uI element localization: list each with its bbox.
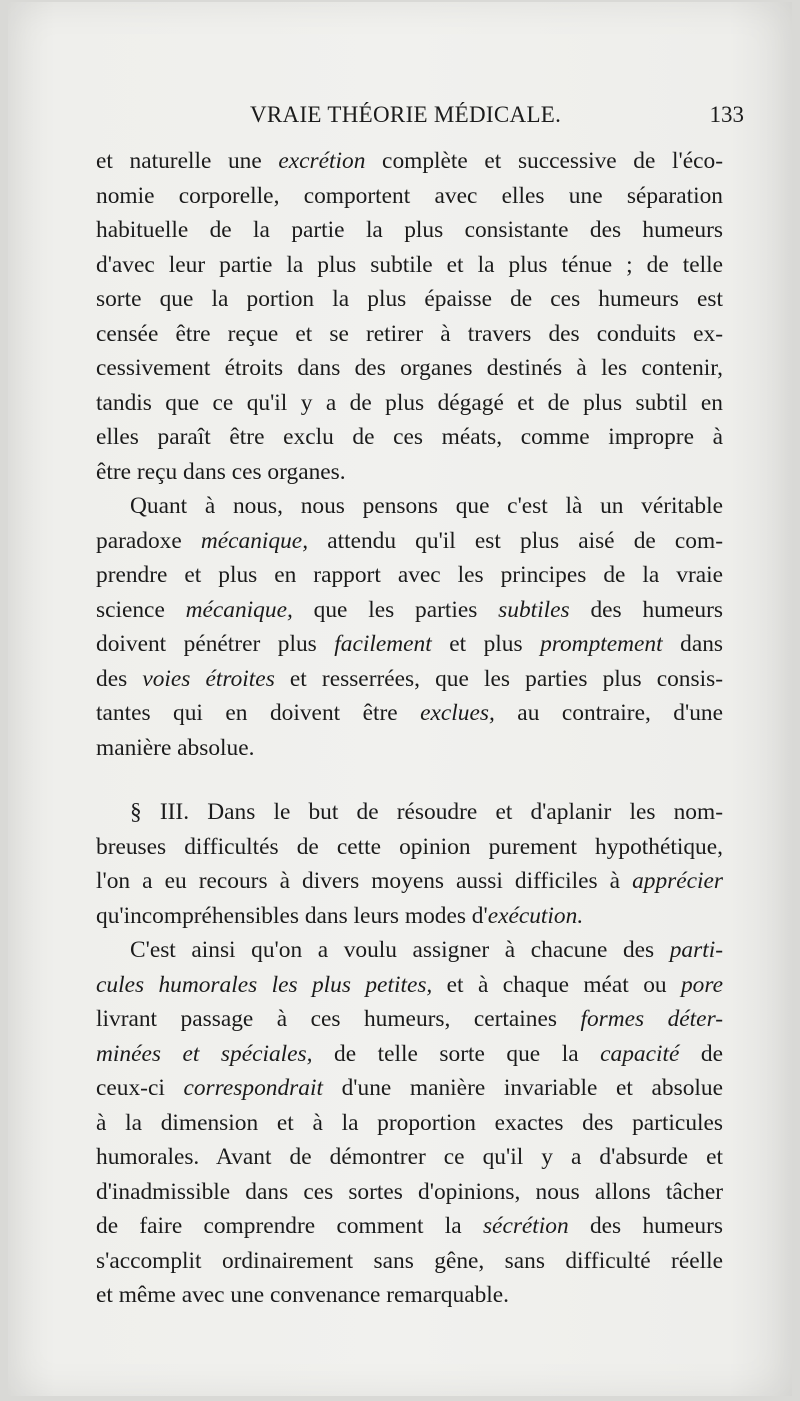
paragraph [96, 795, 723, 933]
text-line [96, 248, 723, 283]
text-run: complète et successive de l'éco- [365, 148, 723, 174]
italic-text: facilement [334, 631, 432, 657]
italic-text: parti- [669, 937, 723, 963]
text-run: être reçu dans ces organes. [96, 458, 346, 485]
italic-text: mécanique, [200, 527, 309, 554]
text-run: dans [662, 631, 723, 657]
text-run: habituelle de la partie la plus consistante des humeurs [96, 217, 723, 243]
text-run: Quant à nous, nous pensons que c'est là un véritable [130, 493, 723, 519]
text-run: prendre et plus en rapport avec les principes de la vraie [96, 562, 723, 588]
text-line [96, 213, 723, 248]
text-run: elles paraît être exclu de ces méats, comme impropre à [96, 424, 723, 450]
text-run: des [96, 665, 143, 692]
text-run: et même avec une convenance remarquable. [96, 1282, 510, 1308]
italic-text: mécanique, [185, 596, 293, 623]
text-line [96, 731, 723, 766]
text-run: breuses difficultés de cette opinion purement hypothétique, [96, 833, 723, 860]
text-run: censée être reçue et se retirer à travers des conduits ex- [96, 320, 723, 347]
italic-text: pore [680, 971, 723, 998]
text-line [96, 830, 723, 865]
text-line [96, 1244, 723, 1279]
text-line [96, 662, 723, 697]
text-run: ceux-ci [96, 1075, 184, 1101]
text-line [96, 1071, 723, 1106]
text-run: des humeurs [568, 1213, 723, 1239]
text-line [96, 1175, 723, 1210]
paragraph [96, 933, 723, 1313]
text-run: d'inadmissible dans ces sortes d'opinions, nous allons tâcher [96, 1178, 723, 1205]
text-line [96, 1209, 723, 1244]
italic-text: formes déter- [580, 1006, 723, 1032]
italic-text: sécrétion [482, 1213, 569, 1239]
text-line [96, 455, 723, 490]
text-run: d'avec leur partie la plus subtile et la plus ténue ; de telle [96, 251, 723, 278]
text-run: de [679, 1040, 723, 1067]
text-run: doivent pénétrer plus [96, 631, 335, 657]
text-line [96, 351, 723, 386]
text-run: paradoxe [96, 527, 201, 554]
text-run: cessivement étroits dans des organes destinés à les contenir, [96, 355, 723, 381]
text-run: l'on a eu recours à divers moyens aussi difficiles à [96, 868, 633, 894]
section-gap [96, 765, 723, 795]
text-run: des humeurs [569, 596, 723, 623]
text-line [96, 968, 723, 1003]
text-run: que les parties [292, 596, 499, 623]
text-line [96, 317, 723, 352]
text-line [96, 558, 723, 593]
text-run: § III. Dans le but de résoudre et d'aplanir les nom- [130, 799, 723, 825]
text-line [96, 489, 723, 524]
page-number: 133 [709, 102, 744, 127]
text-line [96, 627, 723, 662]
running-title: VRAIE THÉORIE MÉDICALE. [250, 102, 562, 127]
italic-text: cules humorales les plus petites, [96, 971, 433, 998]
text-run: tantes qui en doivent être [96, 700, 421, 726]
italic-text: exécution. [487, 902, 584, 929]
text-run: nomie corporelle, comportent avec elles une séparation [96, 182, 723, 209]
text-run: s'accomplit ordinairement sans gêne, sans difficulté réelle [96, 1247, 723, 1274]
text-line [96, 282, 723, 317]
text-line [96, 933, 723, 968]
text-line [96, 144, 723, 179]
text-run: humorales. Avant de démontrer ce qu'il y a d'absurde et [96, 1144, 723, 1170]
text-line [96, 864, 723, 899]
italic-text: excrétion [278, 148, 366, 174]
text-run: d'une manière invariable et absolue [322, 1075, 724, 1101]
text-line [96, 899, 723, 934]
text-run: C'est ainsi qu'on a voulu assigner à chacune des [130, 937, 670, 963]
paragraph [96, 144, 723, 489]
text-run: de telle sorte que la [312, 1040, 601, 1067]
text-line [96, 1106, 723, 1141]
text-run: attendu qu'il est plus aisé de com- [308, 527, 723, 554]
text-line [96, 795, 723, 830]
text-line [96, 593, 723, 628]
text-run: et à chaque méat ou [432, 971, 681, 998]
italic-text: minées et spéciales, [96, 1040, 313, 1067]
text-run: à la dimension et à la proportion exactes des particules [96, 1109, 723, 1136]
paragraph [96, 489, 723, 765]
text-line [96, 1140, 723, 1175]
text-line [96, 1278, 723, 1313]
text-run: au contraire, d'une [494, 700, 723, 726]
text-run: et resserrées, que les parties plus consis- [274, 665, 723, 692]
text-run: tandis que ce qu'il y a de plus dégagé et de plus subtil en [96, 389, 723, 416]
text-run: sorte que la portion la plus épaisse de ces humeurs est [96, 286, 723, 312]
italic-text: capacité [600, 1040, 680, 1067]
italic-text: subtiles [498, 596, 570, 623]
text-line [96, 1002, 723, 1037]
text-run: livrant passage à ces humeurs, certaines [96, 1006, 581, 1032]
italic-text: apprécier [632, 868, 723, 894]
italic-text: voies étroites [142, 665, 275, 692]
page-header [88, 102, 748, 142]
text-run: qu'incompréhensibles dans leurs modes d' [96, 902, 488, 929]
text-run: science [96, 596, 186, 623]
text-line [96, 1037, 723, 1072]
text-line [96, 524, 723, 559]
text-run: de faire comprendre comment la [96, 1213, 483, 1239]
text-line [96, 420, 723, 455]
body-text [96, 144, 723, 1313]
text-line [96, 179, 723, 214]
text-line [96, 696, 723, 731]
text-run: et plus [431, 631, 541, 657]
text-run: et naturelle une [96, 148, 279, 174]
text-line [96, 386, 723, 421]
italic-text: correspondrait [183, 1075, 323, 1101]
italic-text: exclues, [420, 700, 495, 726]
text-run: manière absolue. [96, 734, 255, 761]
italic-text: promptement [540, 631, 663, 657]
book-page [8, 2, 792, 1396]
